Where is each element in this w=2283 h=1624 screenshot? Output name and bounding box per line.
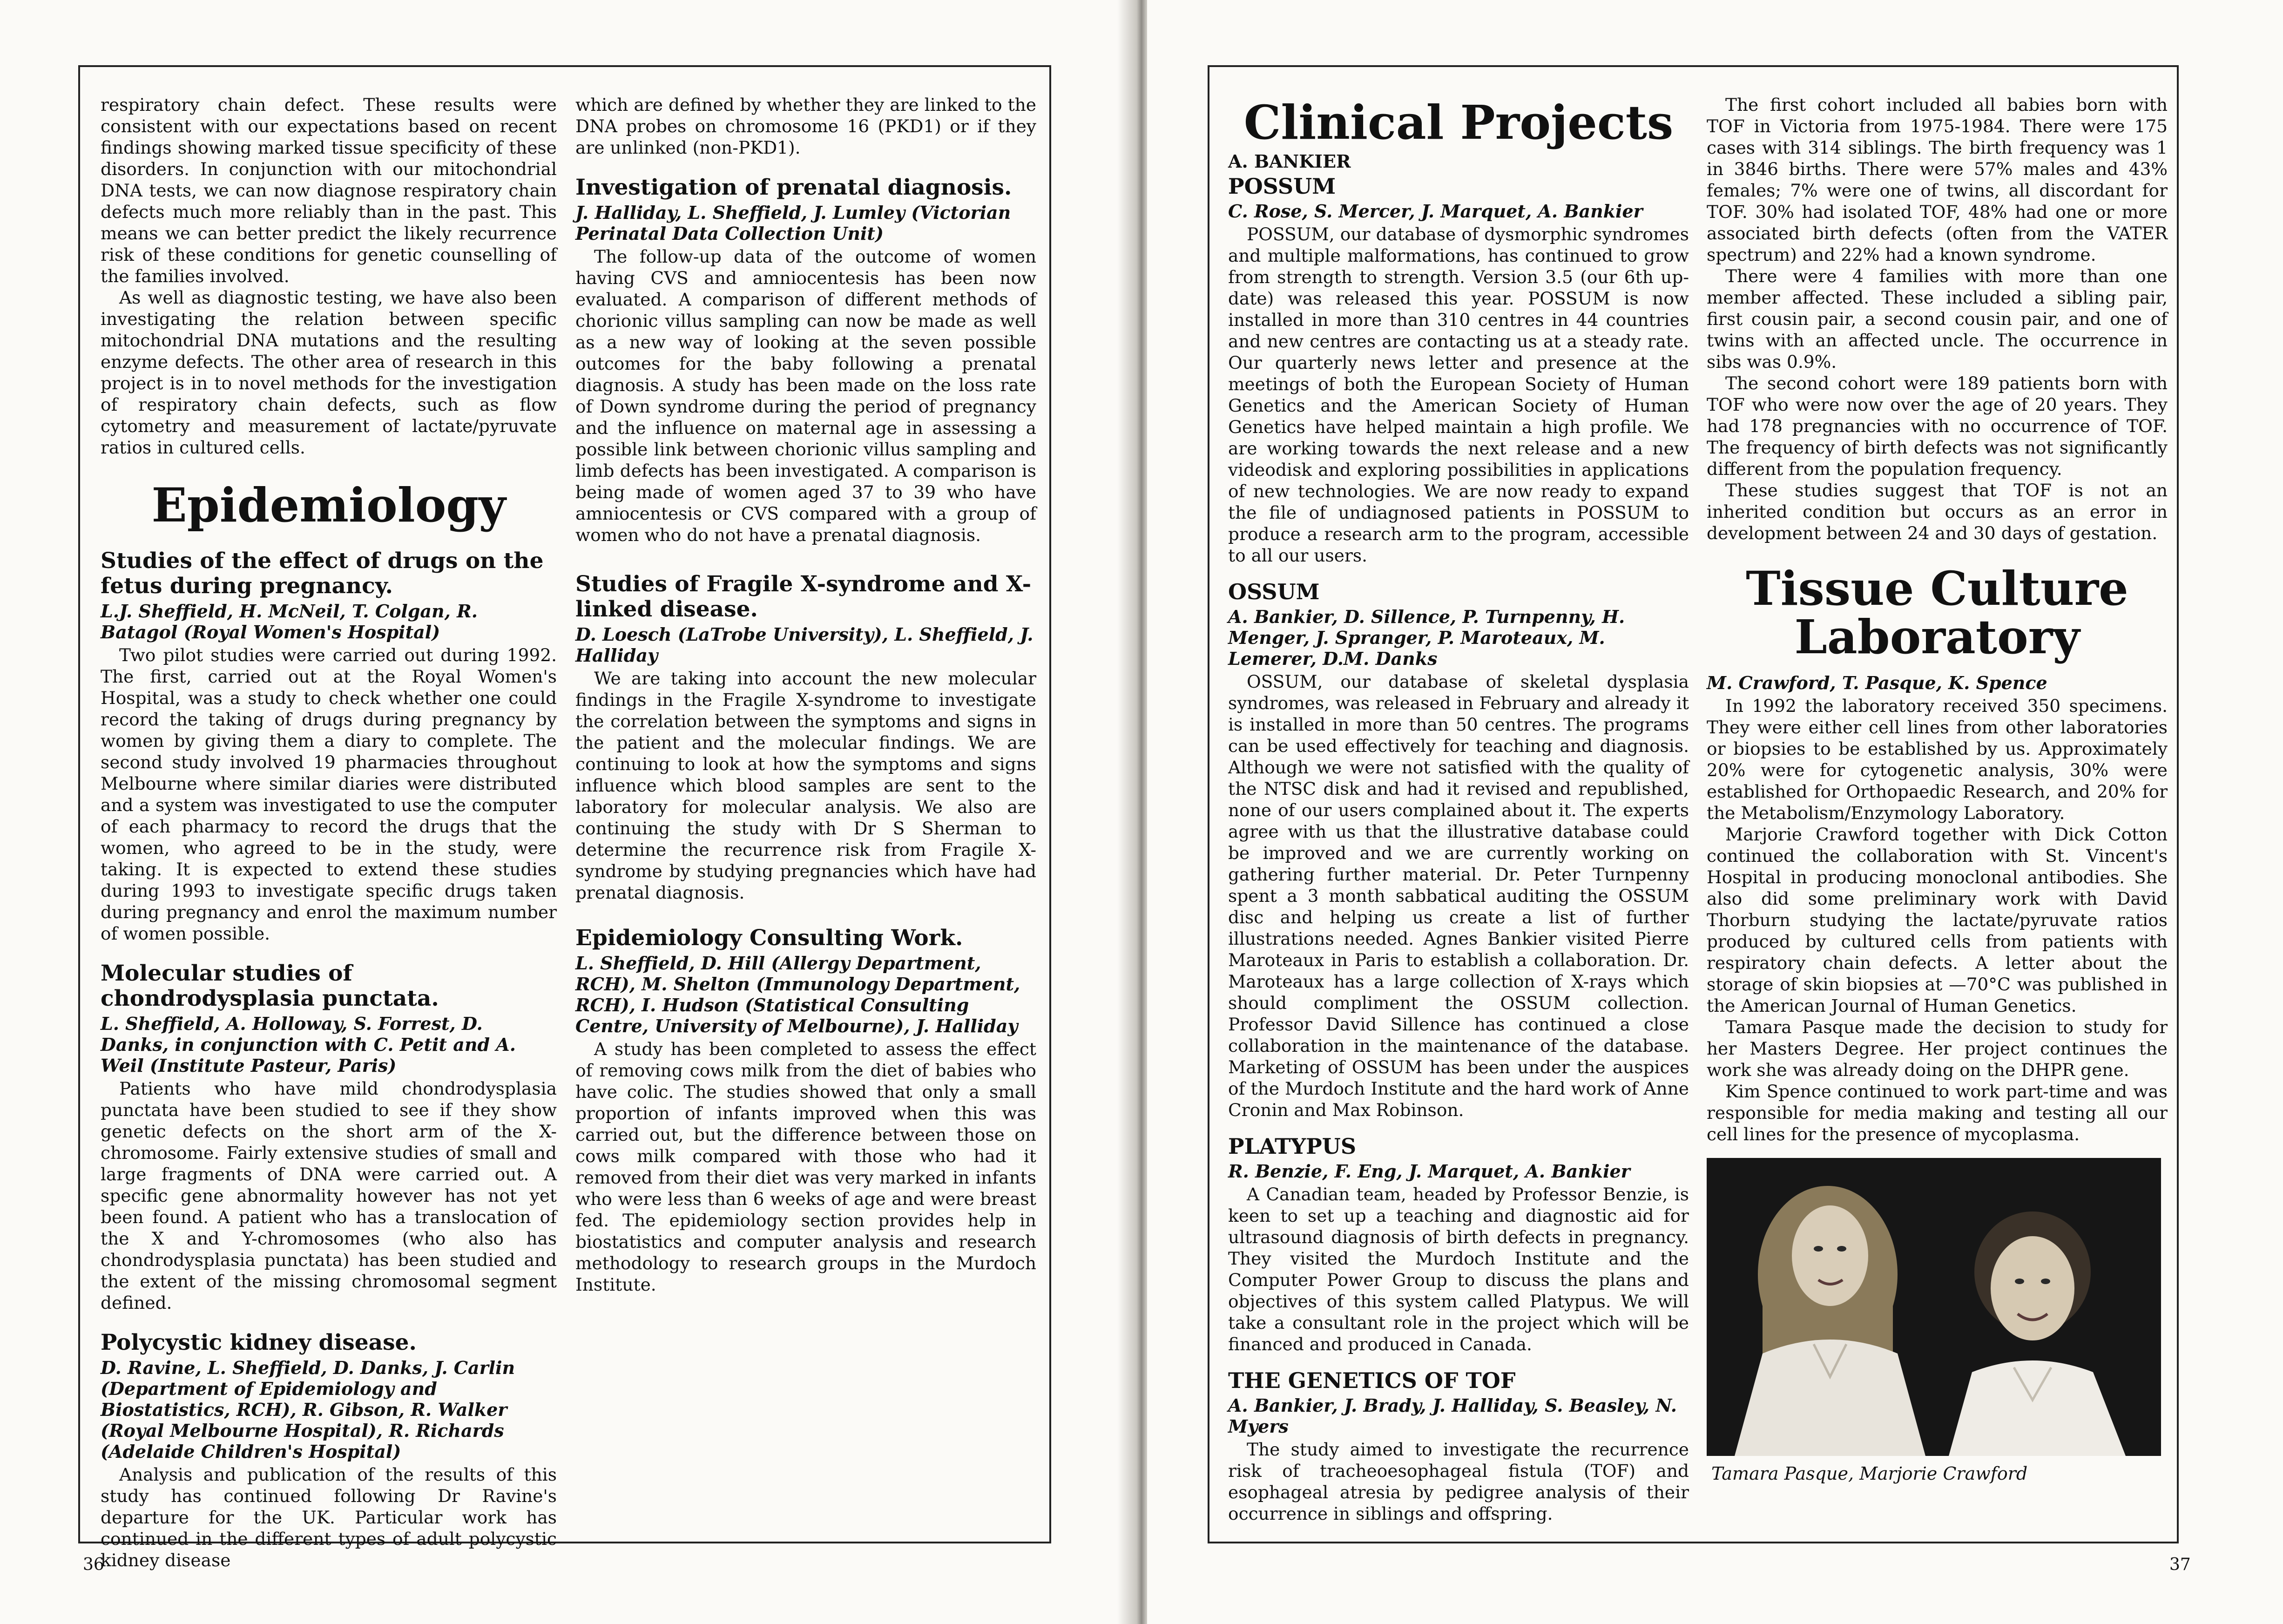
tof-paragraph-2: There were 4 families with more than one member affected. These included a sibling pair, first cousin pair, a second cousin pair, and one of twins with an affected uncle. The occurrence in sibs was 0.9%.: [1707, 266, 2168, 372]
byline-fragile-x: D. Loesch (LaTrobe University), L. Sheffield, J. Halliday: [575, 624, 1033, 666]
right-column-1: [1228, 94, 1689, 1524]
body-drugs-pregnancy: Two pilot studies were carried out during 1992. The first, carried out at the Royal Women's Hospital, was a study to check whether one could record the taking of drugs during pregnancy by women by giving them a diary to complete. The second study involved 19 pharmacies throughout Melbourne where similar diaries were distributed and a system was investigated to use the computer of each pharmacy to record the drugs that the women, who agreed to be in the study, were taking. It is expected to extend these studies during 1993 to investigate specific drugs taken during pregnancy and enrol the maximum number of women possible.: [101, 645, 557, 944]
body-chondrodysplasia: Patients who have mild chondrodysplasia punctata have been studied to see if they show genetic defects on the short arm of the X-chromosome. Fairly extensive studies of small and large fragments of DNA were carried out. A specific gene abnormality however has not yet been found. A patient who has a translocation of the X and Y-chromosomes (who also has chondrodysplasia punctata) has been studied and the extent of the missing chromosomal segment defined.: [101, 1078, 557, 1313]
heading-consulting-work: Epidemiology Consulting Work.: [575, 925, 963, 951]
heading-fragile-x: Studies of Fragile X-syndrome and X-linked disease.: [575, 571, 1032, 622]
heading-polycystic-kidney: Polycystic kidney disease.: [101, 1330, 417, 1355]
tof-paragraph-3: The second cohort were 189 patients born with TOF who were now over the age of 20 years. They had 178 pregnancies with no occurrence of TOF. The frequency of birth defects was not significantly different from the population frequency.: [1707, 373, 2168, 479]
section-title-epidemiology: Epidemiology: [151, 478, 506, 533]
byline-platypus: R. Benzie, F. Eng, J. Marquet, A. Bankier: [1228, 1161, 1630, 1182]
body-platypus: A Canadian team, headed by Professor Benzie, is keen to set up a teaching and diagnostic aid for ultrasound diagnosis of birth defects in pregnancy. They visited the Murdoch Institute and the Computer Power Group to discuss the plans and objectives of this system called Platypus. We will take a consultant role in the project which will be financed and produced in Canada.: [1228, 1184, 1689, 1354]
page-number-left: 36: [83, 1555, 104, 1574]
byline-ossum: A. Bankier, D. Sillence, P. Turnpenny, H. Menger, J. Spranger, P. Maroteaux, M. Lemerer, D.M. Danks: [1228, 606, 1625, 669]
right-column-2: [1707, 94, 2168, 1484]
staff-photo: [1707, 1158, 2161, 1456]
byline-genetics-of-tof: A. Bankier, J. Brady, J. Halliday, S. Beasley, N. Myers: [1228, 1395, 1677, 1437]
byline-tissue-culture: M. Crawford, T. Pasque, K. Spence: [1707, 672, 2047, 693]
heading-platypus: PLATYPUS: [1228, 1134, 1357, 1159]
body-prenatal-diagnosis: The follow-up data of the outcome of women having CVS and amniocentesis has been now evaluated. A comparison of different methods of chorionic villus sampling can now be made as well as a new way of looking at the seven possible outcomes for the baby following a prenatal diagnosis. A study has been made on the loss rate of Down syndrome during the period of pregnancy and the influence on maternal age in assessing a possible link between chorionic villus sampling and limb defects has been investigated. A comparison is being made of women aged 37 to 39 who have amniocentesis or CVS compared with a group of women who do not have a prenatal diagnosis.: [575, 246, 1036, 545]
left-page: [0, 0, 1136, 1624]
tc-paragraph-2: Marjorie Crawford together with Dick Cotton continued the collaboration with St. Vincent's Hospital in producing monoclonal antibodies. She also did some preliminary work with David Thorburn studying the lactate/pyruvate ratios produced by cultured cells from patients with respiratory chain defects. A letter about the storage of skin biopsies at —70°C was published in the American Journal of Human Genetics.: [1707, 824, 2168, 1016]
left-column-2: [575, 94, 1036, 1295]
continuation-paragraph: which are defined by whether they are linked to the DNA probes on chromosome 16 (PKD1) or if they are unlinked (non-PKD1).: [575, 95, 1036, 158]
tof-paragraph-4: These studies suggest that TOF is not an inherited condition but occurs as an error in development between 24 and 30 days of gestation.: [1707, 480, 2168, 543]
section-title-tissue-culture-line2: Laboratory: [1794, 609, 2080, 664]
tof-paragraph-1: The first cohort included all babies born with TOF in Victoria from 1975-1984. There were 175 cases with 314 siblings. The birth frequency was 1 in 3846 births. There were 57% males and 43% females; 7% were one of twins, all discordant for TOF. 30% had isolated TOF, 48% had one or more associated birth defects (often from the VATER spectrum) and 22% had a known syndrome.: [1707, 95, 2168, 265]
intro-paragraph-2: As well as diagnostic testing, we have also been investigating the relation between specific mitochondrial DNA mutations and the resulting enzyme defects. The other area of research in this project is in to novel methods for the investigation of respiratory chain defects, such as flow cytometry and measurement of lactate/pyruvate ratios in cultured cells.: [101, 287, 557, 458]
right-page-frame: [1208, 65, 2179, 1543]
byline-consulting-work: L. Sheffield, D. Hill (Allergy Department, RCH), M. Shelton (Immunology Department, RCH), I. Hudson (Statistical Consulting Centre, University of Melbourne), J. Halliday: [575, 953, 1020, 1036]
heading-prenatal-diagnosis: Investigation of prenatal diagnosis.: [575, 175, 1012, 200]
body-genetics-of-tof: The study aimed to investigate the recurrence risk of tracheoesophageal fistula (TOF) and esophageal atresia by pedigree analysis of their occurrence in siblings and offspring.: [1228, 1439, 1689, 1524]
tc-paragraph-1: In 1992 the laboratory received 350 specimens. They were either cell lines from other laboratories or biopsies to be established by us. Approximately 20% were for cytogenetic analysis, 30% were established for Orthopaedic Research, and 20% for the Metabolism/Enzymology Laboratory.: [1707, 696, 2168, 823]
heading-chondrodysplasia: Molecular studies of chondrodysplasia punctata.: [101, 961, 439, 1011]
heading-drugs-pregnancy: Studies of the effect of drugs on the fetus during pregnancy.: [101, 548, 544, 599]
body-fragile-x: We are taking into account the new molecular findings in the Fragile X-syndrome to investigate the correlation between the symptoms and signs in the patient and the molecular findings. We are continuing to look at how the symptoms and signs influence which blood samples are sent to the laboratory for molecular analysis. We also are continuing the study with Dr S Sherman to determine the recurrence risk from Fragile X-syndrome by studying pregnancies which have had prenatal diagnosis.: [575, 668, 1036, 903]
heading-ossum: OSSUM: [1228, 579, 1320, 604]
section-title-tissue-culture: [1707, 561, 2168, 664]
heading-possum: POSSUM: [1228, 174, 1336, 199]
body-ossum: OSSUM, our database of skeletal dysplasia syndromes, was released in February and already it is installed in more than 50 centres. The programs can be used effectively for teaching and diagnosis. Although we were not satisfied with the quality of the NTSC disk and had it revised and republished, none of our users complained about it. The experts agree with us that the illustrative database could be improved and we are currently working on gathering further material. Dr. Peter Turnpenny spent a 3 month sabbatical auditing the OSSUM disc and helping us create a list of further illustrations needed. Agnes Bankier visited Pierre Maroteaux in Paris to establish a collaboration. Dr. Maroteaux has a large collection of X-rays which should compliment the OSSUM collection. Professor David Sillence has continued a close collaboration in the maintenance of the database. Marketing of OSSUM has been under the auspices of the Murdoch Institute and the hard work of Anne Cronin and Max Robinson.: [1228, 671, 1689, 1120]
body-possum: POSSUM, our database of dysmorphic syndromes and multiple malformations, has continued to grow from strength to strength. Version 3.5 (our 6th up-date) was released this year. POSSUM is now installed in more than 310 centres in 44 countries and new centres are contacting us at a steady rate. Our quarterly news letter and presence at the meetings of both the European Society of Human Genetics and the American Society of Human Genetics have helped maintain a high profile. We are working towards the next release and a new videodisk and exploring possibilities in applications of new technologies. We are now ready to expand the file of undiagnosed patients in POSSUM to produce a research arm to the program, accessible to all our users.: [1228, 224, 1689, 566]
byline-drugs-pregnancy: L.J. Sheffield, H. McNeil, T. Colgan, R. Batagol (Royal Women's Hospital): [101, 601, 478, 643]
page-number-right: 37: [2169, 1555, 2191, 1574]
intro-paragraph-1: respiratory chain defect. These results were consistent with our expectations based on recent findings showing marked tissue specificity of these disorders. In conjunction with our mitochondrial DNA tests, we can now diagnose respiratory chain defects much more reliably than in the past. This means we can better predict the likely recurrence risk of these conditions for genetic counselling of the families involved.: [101, 95, 557, 286]
section-title-clinical-projects: Clinical Projects: [1243, 95, 1674, 150]
photo-caption: Tamara Pasque, Marjorie Crawford: [1711, 1463, 2028, 1484]
tc-paragraph-3: Tamara Pasque made the decision to study for her Masters Degree. Her project continues the work she was already doing on the DHPR gene.: [1707, 1017, 2168, 1080]
heading-genetics-of-tof: THE GENETICS OF TOF: [1228, 1368, 1516, 1393]
body-polycystic-kidney: Analysis and publication of the results of this study has continued following Dr Ravine's departure for the UK. Particular work has continued in the different types of adult polycystic kidney disease: [101, 1464, 557, 1570]
body-consulting-work: A study has been completed to assess the effect of removing cows milk from the diet of babies who have colic. The studies showed that only a small proportion of infants improved when this was carried out, but the difference between those on cows milk compared with those who had it removed from their diet was very marked in infants who were less than 6 weeks of age and were breast fed. The epidemiology section provides help in biostatistics and computer analysis and research methodology to research groups in the Murdoch Institute.: [575, 1039, 1036, 1295]
tc-paragraph-4: Kim Spence continued to work part-time and was responsible for media making and testing all our cell lines for the presence of mycoplasma.: [1707, 1081, 2168, 1144]
section-author: A. BANKIER: [1228, 151, 1351, 172]
section-title-tissue-culture-line1: Tissue Culture: [1746, 561, 2128, 616]
staff-photo-image: [1707, 1158, 2161, 1456]
byline-prenatal-diagnosis: J. Halliday, L. Sheffield, J. Lumley (Victorian Perinatal Data Collection Unit): [575, 202, 1011, 244]
byline-polycystic-kidney: D. Ravine, L. Sheffield, D. Danks, J. Carlin (Department of Epidemiology and Biostatistics, RCH), R. Gibson, R. Walker (Royal Melbourne Hospital), R. Richards (Adelaide Children's Hospital): [101, 1357, 515, 1462]
left-column-1: [101, 94, 557, 1571]
byline-possum: C. Rose, S. Mercer, J. Marquet, A. Bankier: [1228, 201, 1643, 222]
right-page: [1147, 0, 2283, 1624]
byline-chondrodysplasia: L. Sheffield, A. Holloway, S. Forrest, D. Danks, in conjunction with C. Petit and A. Weil (Institute Pasteur, Paris): [101, 1013, 516, 1076]
